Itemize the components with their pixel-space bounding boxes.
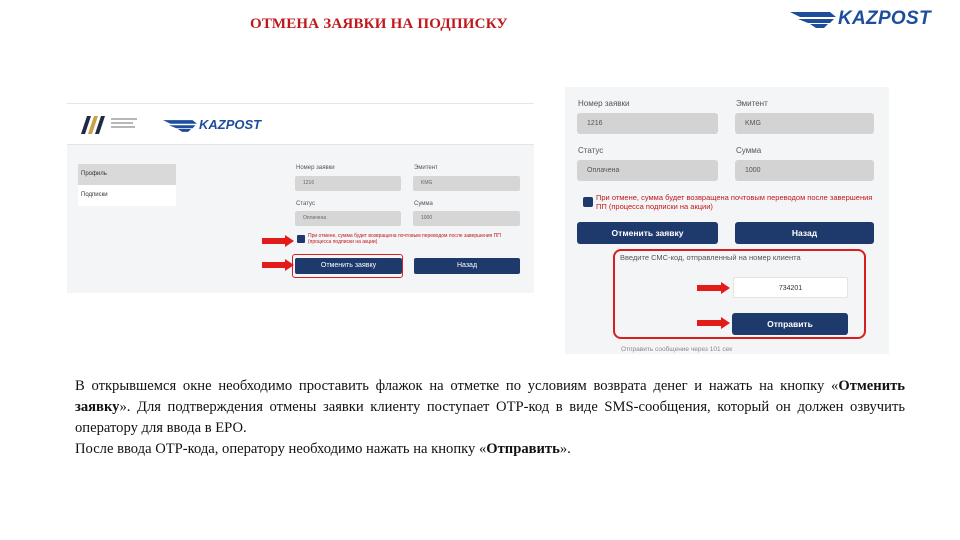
amount-label: Сумма (736, 146, 762, 155)
status-label: Статус (296, 201, 315, 207)
refund-terms-note: При отмене, сумма будет возвращена почтовым переводом после завершения ПП (процесса подписки на акции) (308, 233, 501, 245)
instructions-p2-button-name: Отправить (486, 441, 560, 457)
request-number-field[interactable]: 1216 (295, 176, 401, 191)
kazpost-header-logo-text: KAZPOST (199, 117, 262, 132)
issuer-label: Эмитент (736, 99, 768, 108)
refund-terms-note: При отмене, сумма будет возвращена почтовым переводом после завершения ПП (процесса подписки на акции) (596, 193, 873, 211)
ams-logo-icon (81, 116, 107, 134)
instructions-p2-end: ». (559, 441, 571, 457)
kazpost-logo (790, 8, 950, 34)
refund-terms-checkbox[interactable] (297, 235, 305, 243)
sidebar-item-profile[interactable]: Профиль (78, 164, 176, 185)
instructions-paragraph-1 (75, 376, 905, 439)
app-header (67, 104, 534, 145)
back-button[interactable]: Назад (414, 258, 520, 274)
amount-field[interactable]: 1000 (735, 160, 874, 181)
request-number-label: Номер заявки (296, 165, 335, 171)
status-label: Статус (578, 146, 604, 155)
refund-terms-checkbox[interactable] (583, 197, 593, 207)
send-button[interactable]: Отправить (732, 313, 848, 335)
instructions-p2-start: После ввода OTP-кода, оператору необходимо нажать на кнопку « (75, 441, 487, 457)
request-number-field[interactable]: 1216 (577, 113, 718, 134)
otp-prompt: Введите СМС-код, отправленный на номер клиента (620, 253, 801, 262)
arrow-to-cancel-button-icon (262, 260, 294, 270)
kazpost-logo-text: KAZPOST (838, 8, 931, 29)
instructions-p1-start: В открывшемся окне необходимо проставить флажок на отметке по условиям возврата денег и нажать на кнопку « (75, 378, 839, 394)
cancel-request-button[interactable]: Отменить заявку (577, 222, 718, 244)
cancel-button-highlight (292, 254, 403, 278)
arrow-to-send-button-icon (697, 318, 730, 328)
instructions-p1-button-name: Отменить заявку (75, 378, 905, 415)
sidebar (78, 164, 176, 206)
instructions-paragraph-2 (75, 439, 905, 460)
kazpost-wing-icon (163, 120, 197, 132)
kazpost-header-logo (163, 117, 283, 135)
amount-field[interactable]: 1000 (413, 211, 520, 226)
arrow-to-otp-input-icon (697, 283, 730, 293)
resend-timer: Отправить сообщение через 101 сек (621, 346, 733, 353)
cancel-request-button[interactable]: Отменить заявку (295, 258, 402, 274)
ams-logo-caption (111, 118, 139, 132)
back-button[interactable]: Назад (735, 222, 874, 244)
request-number-label: Номер заявки (578, 99, 630, 108)
kazpost-wing-icon (790, 12, 836, 28)
amount-label: Сумма (414, 201, 433, 207)
arrow-to-checkbox-icon (262, 236, 294, 246)
instructions-text (75, 376, 905, 460)
screenshot-otp-form (565, 87, 889, 354)
issuer-label: Эмитент (414, 165, 438, 171)
status-field[interactable]: Оплачена (577, 160, 718, 181)
otp-input[interactable]: 734201 (733, 277, 848, 298)
issuer-field[interactable]: KMG (413, 176, 520, 191)
status-field[interactable]: Оплачена (295, 211, 401, 226)
issuer-field[interactable]: KMG (735, 113, 874, 134)
instructions-p1-end: ». Для подтверждения отмены заявки клиенту поступает OTP-код в виде SMS-сообщения, который он должен озвучить оператору для ввода в ЕРО. (75, 399, 905, 436)
slide-title: ОТМЕНА ЗАЯВКИ НА ПОДПИСКУ (250, 16, 508, 32)
sidebar-item-subscriptions[interactable]: Подписки (78, 185, 176, 206)
